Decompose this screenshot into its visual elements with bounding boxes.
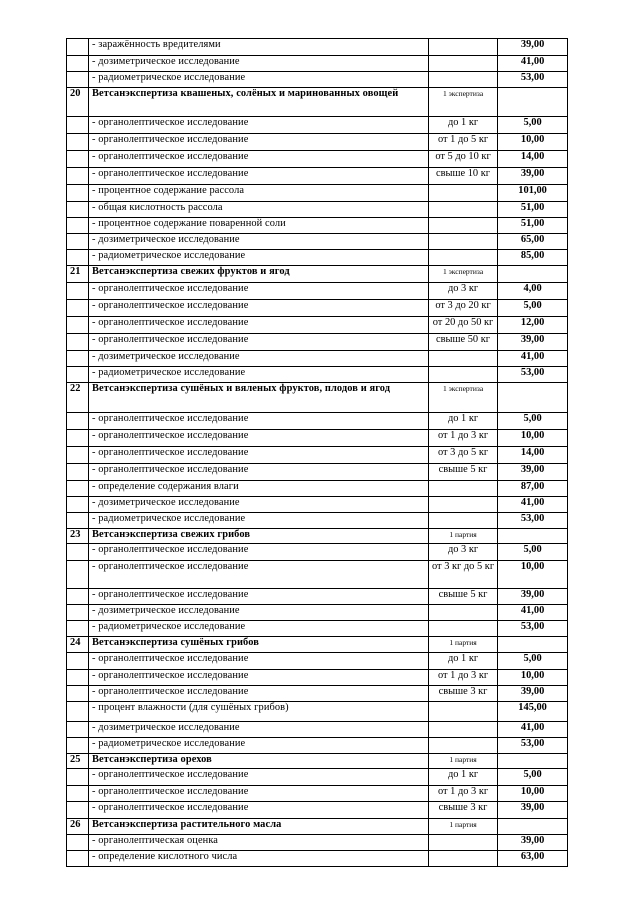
unit-cell: до 3 кг xyxy=(429,283,498,300)
description-cell: - определение содержания влаги xyxy=(89,481,429,497)
row-number-cell xyxy=(67,702,89,722)
row-number-cell xyxy=(67,802,89,819)
description-cell: - органолептическое исследование xyxy=(89,653,429,670)
row-number-cell: 26 xyxy=(67,819,89,835)
description-cell: Ветсанэкспертиза сушёных и вяленых фруктов, плодов и ягод xyxy=(89,383,429,413)
table-row xyxy=(67,621,568,637)
description-cell: Ветсанэкспертиза свежих фруктов и ягод xyxy=(89,266,429,283)
price-cell: 5,00 xyxy=(498,117,568,134)
description-cell: - органолептическое исследование xyxy=(89,151,429,168)
section-header-row xyxy=(67,383,568,413)
price-cell: 39,00 xyxy=(498,835,568,851)
price-cell: 10,00 xyxy=(498,786,568,802)
price-cell: 51,00 xyxy=(498,202,568,218)
description-cell: Ветсанэкспертиза растительного масла xyxy=(89,819,429,835)
unit-cell xyxy=(429,250,498,266)
row-number-cell: 20 xyxy=(67,88,89,117)
unit-cell xyxy=(429,738,498,754)
price-cell: 41,00 xyxy=(498,722,568,738)
description-cell: - органолептическое исследование xyxy=(89,134,429,151)
unit-cell: до 3 кг xyxy=(429,544,498,561)
price-cell: 53,00 xyxy=(498,621,568,637)
row-number-cell xyxy=(67,72,89,88)
price-cell: 5,00 xyxy=(498,544,568,561)
unit-cell xyxy=(429,481,498,497)
price-cell: 41,00 xyxy=(498,56,568,72)
unit-cell: от 20 до 50 кг xyxy=(429,317,498,334)
description-cell: - органолептическое исследование xyxy=(89,769,429,786)
table-row xyxy=(67,589,568,605)
row-number-cell xyxy=(67,185,89,202)
price-cell: 85,00 xyxy=(498,250,568,266)
row-number-cell xyxy=(67,317,89,334)
description-cell: - органолептическое исследование xyxy=(89,561,429,589)
table-row xyxy=(67,702,568,722)
table-row xyxy=(67,234,568,250)
description-cell: - радиометрическое исследование xyxy=(89,738,429,754)
table-row xyxy=(67,561,568,589)
price-cell: 53,00 xyxy=(498,513,568,529)
row-number-cell xyxy=(67,544,89,561)
table-row xyxy=(67,185,568,202)
description-cell: - дозиметрическое исследование xyxy=(89,351,429,367)
table-row xyxy=(67,151,568,168)
row-number-cell xyxy=(67,561,89,589)
price-cell: 39,00 xyxy=(498,686,568,702)
row-number-cell xyxy=(67,605,89,621)
row-number-cell xyxy=(67,686,89,702)
section-header-row xyxy=(67,637,568,653)
table-row xyxy=(67,39,568,56)
unit-cell xyxy=(429,702,498,722)
table-row xyxy=(67,447,568,464)
price-cell: 14,00 xyxy=(498,151,568,168)
description-cell: - дозиметрическое исследование xyxy=(89,605,429,621)
row-number-cell xyxy=(67,117,89,134)
section-header-row xyxy=(67,88,568,117)
unit-cell: от 5 до 10 кг xyxy=(429,151,498,168)
table-row xyxy=(67,497,568,513)
description-cell: - органолептическое исследование xyxy=(89,802,429,819)
row-number-cell xyxy=(67,513,89,529)
section-header-row xyxy=(67,754,568,769)
row-number-cell: 22 xyxy=(67,383,89,413)
unit-cell: свыше 50 кг xyxy=(429,334,498,351)
row-number-cell xyxy=(67,769,89,786)
unit-cell: от 1 до 3 кг xyxy=(429,670,498,686)
unit-cell xyxy=(429,497,498,513)
description-cell: - органолептическое исследование xyxy=(89,430,429,447)
table-row xyxy=(67,202,568,218)
unit-cell: 1 экспертиза xyxy=(429,266,498,283)
description-cell: - органолептическое исследование xyxy=(89,317,429,334)
description-cell: - органолептическое исследование xyxy=(89,168,429,185)
price-cell: 10,00 xyxy=(498,670,568,686)
unit-cell: от 1 до 5 кг xyxy=(429,134,498,151)
unit-cell: 1 партия xyxy=(429,819,498,835)
table-row xyxy=(67,430,568,447)
description-cell: - органолептическое исследование xyxy=(89,686,429,702)
row-number-cell xyxy=(67,497,89,513)
table-row xyxy=(67,464,568,481)
row-number-cell xyxy=(67,738,89,754)
price-cell: 51,00 xyxy=(498,218,568,234)
description-cell: - органолептическое исследование xyxy=(89,464,429,481)
description-cell: - органолептическое исследование xyxy=(89,117,429,134)
price-cell: 39,00 xyxy=(498,464,568,481)
price-cell: 5,00 xyxy=(498,769,568,786)
unit-cell xyxy=(429,621,498,637)
table-row xyxy=(67,283,568,300)
unit-cell: свыше 10 кг xyxy=(429,168,498,185)
price-cell xyxy=(498,637,568,653)
table-row xyxy=(67,317,568,334)
unit-cell xyxy=(429,234,498,250)
description-cell: Ветсанэкспертиза орехов xyxy=(89,754,429,769)
price-cell: 14,00 xyxy=(498,447,568,464)
table-row xyxy=(67,802,568,819)
unit-cell: 1 экспертиза xyxy=(429,88,498,117)
row-number-cell xyxy=(67,670,89,686)
unit-cell xyxy=(429,367,498,383)
price-cell xyxy=(498,88,568,117)
table-row xyxy=(67,117,568,134)
price-cell: 53,00 xyxy=(498,367,568,383)
row-number-cell xyxy=(67,367,89,383)
unit-cell xyxy=(429,56,498,72)
section-header-row xyxy=(67,529,568,544)
price-cell xyxy=(498,266,568,283)
table-row xyxy=(67,481,568,497)
row-number-cell: 23 xyxy=(67,529,89,544)
price-cell: 39,00 xyxy=(498,802,568,819)
description-cell: - процентное содержание рассола xyxy=(89,185,429,202)
unit-cell xyxy=(429,202,498,218)
row-number-cell xyxy=(67,168,89,185)
table-row xyxy=(67,605,568,621)
row-number-cell xyxy=(67,413,89,430)
description-cell: - органолептическая оценка xyxy=(89,835,429,851)
price-cell xyxy=(498,754,568,769)
price-cell: 41,00 xyxy=(498,497,568,513)
unit-cell: от 1 до 3 кг xyxy=(429,786,498,802)
row-number-cell: 25 xyxy=(67,754,89,769)
row-number-cell xyxy=(67,351,89,367)
description-cell: - заражённость вредителями xyxy=(89,39,429,56)
table-row xyxy=(67,513,568,529)
unit-cell xyxy=(429,513,498,529)
table-row xyxy=(67,769,568,786)
unit-cell xyxy=(429,835,498,851)
unit-cell: до 1 кг xyxy=(429,653,498,670)
row-number-cell xyxy=(67,621,89,637)
description-cell: - органолептическое исследование xyxy=(89,300,429,317)
row-number-cell xyxy=(67,653,89,670)
row-number-cell xyxy=(67,39,89,56)
unit-cell xyxy=(429,72,498,88)
row-number-cell xyxy=(67,283,89,300)
table-row xyxy=(67,835,568,851)
description-cell: - радиометрическое исследование xyxy=(89,621,429,637)
unit-cell: до 1 кг xyxy=(429,413,498,430)
unit-cell: до 1 кг xyxy=(429,769,498,786)
price-cell: 5,00 xyxy=(498,413,568,430)
table-row xyxy=(67,653,568,670)
unit-cell xyxy=(429,605,498,621)
table-row xyxy=(67,134,568,151)
table-row xyxy=(67,544,568,561)
price-cell: 39,00 xyxy=(498,39,568,56)
price-cell: 41,00 xyxy=(498,605,568,621)
description-cell: - дозиметрическое исследование xyxy=(89,56,429,72)
description-cell: Ветсанэкспертиза квашеных, солёных и маринованных овощей xyxy=(89,88,429,117)
table-row xyxy=(67,250,568,266)
description-cell: - дозиметрическое исследование xyxy=(89,722,429,738)
unit-cell: свыше 5 кг xyxy=(429,464,498,481)
row-number-cell xyxy=(67,300,89,317)
row-number-cell xyxy=(67,835,89,851)
price-cell: 63,00 xyxy=(498,851,568,867)
price-cell xyxy=(498,383,568,413)
price-table xyxy=(66,38,568,867)
description-cell: - процент влажности (для сушёных грибов) xyxy=(89,702,429,722)
price-cell: 10,00 xyxy=(498,430,568,447)
row-number-cell xyxy=(67,250,89,266)
price-cell: 4,00 xyxy=(498,283,568,300)
row-number-cell xyxy=(67,786,89,802)
unit-cell: от 1 до 3 кг xyxy=(429,430,498,447)
description-cell: - органолептическое исследование xyxy=(89,786,429,802)
table-row xyxy=(67,670,568,686)
description-cell: - органолептическое исследование xyxy=(89,334,429,351)
description-cell: - дозиметрическое исследование xyxy=(89,497,429,513)
row-number-cell xyxy=(67,234,89,250)
unit-cell: 1 партия xyxy=(429,637,498,653)
description-cell: Ветсанэкспертиза сушёных грибов xyxy=(89,637,429,653)
section-header-row xyxy=(67,819,568,835)
table-row xyxy=(67,851,568,867)
unit-cell: до 1 кг xyxy=(429,117,498,134)
price-cell: 5,00 xyxy=(498,300,568,317)
description-cell: - радиометрическое исследование xyxy=(89,72,429,88)
description-cell: - органолептическое исследование xyxy=(89,283,429,300)
row-number-cell xyxy=(67,334,89,351)
unit-cell: свыше 3 кг xyxy=(429,686,498,702)
price-cell: 10,00 xyxy=(498,561,568,589)
price-cell: 39,00 xyxy=(498,589,568,605)
table-row xyxy=(67,367,568,383)
unit-cell: 1 экспертиза xyxy=(429,383,498,413)
unit-cell xyxy=(429,851,498,867)
unit-cell: 1 партия xyxy=(429,754,498,769)
description-cell: - органолептическое исследование xyxy=(89,589,429,605)
unit-cell: свыше 5 кг xyxy=(429,589,498,605)
unit-cell xyxy=(429,39,498,56)
price-cell: 87,00 xyxy=(498,481,568,497)
row-number-cell xyxy=(67,851,89,867)
row-number-cell xyxy=(67,202,89,218)
price-cell: 5,00 xyxy=(498,653,568,670)
description-cell: Ветсанэкспертиза свежих грибов xyxy=(89,529,429,544)
row-number-cell xyxy=(67,134,89,151)
section-header-row xyxy=(67,266,568,283)
description-cell: - радиометрическое исследование xyxy=(89,513,429,529)
row-number-cell xyxy=(67,218,89,234)
row-number-cell xyxy=(67,151,89,168)
row-number-cell: 24 xyxy=(67,637,89,653)
price-cell: 39,00 xyxy=(498,334,568,351)
price-cell xyxy=(498,819,568,835)
row-number-cell xyxy=(67,447,89,464)
table-row xyxy=(67,722,568,738)
description-cell: - процентное содержание поваренной соли xyxy=(89,218,429,234)
table-row xyxy=(67,334,568,351)
description-cell: - органолептическое исследование xyxy=(89,544,429,561)
table-row xyxy=(67,351,568,367)
table-row xyxy=(67,413,568,430)
price-cell: 145,00 xyxy=(498,702,568,722)
price-list-document xyxy=(66,38,568,867)
unit-cell: от 3 до 20 кг xyxy=(429,300,498,317)
price-cell: 53,00 xyxy=(498,72,568,88)
table-row xyxy=(67,738,568,754)
price-table-body xyxy=(67,39,568,867)
description-cell: - определение кислотного числа xyxy=(89,851,429,867)
table-row xyxy=(67,72,568,88)
row-number-cell xyxy=(67,430,89,447)
unit-cell: от 3 кг до 5 кг xyxy=(429,561,498,589)
price-cell: 65,00 xyxy=(498,234,568,250)
row-number-cell xyxy=(67,722,89,738)
price-cell: 39,00 xyxy=(498,168,568,185)
unit-cell: свыше 3 кг xyxy=(429,802,498,819)
row-number-cell xyxy=(67,589,89,605)
description-cell: - органолептическое исследование xyxy=(89,670,429,686)
description-cell: - органолептическое исследование xyxy=(89,413,429,430)
description-cell: - дозиметрическое исследование xyxy=(89,234,429,250)
table-row xyxy=(67,786,568,802)
table-row xyxy=(67,300,568,317)
row-number-cell xyxy=(67,464,89,481)
description-cell: - общая кислотность рассола xyxy=(89,202,429,218)
price-cell: 41,00 xyxy=(498,351,568,367)
price-cell xyxy=(498,529,568,544)
row-number-cell xyxy=(67,56,89,72)
table-row xyxy=(67,168,568,185)
table-row xyxy=(67,686,568,702)
unit-cell xyxy=(429,218,498,234)
unit-cell xyxy=(429,722,498,738)
price-cell: 10,00 xyxy=(498,134,568,151)
price-cell: 53,00 xyxy=(498,738,568,754)
description-cell: - органолептическое исследование xyxy=(89,447,429,464)
description-cell: - радиометрическое исследование xyxy=(89,250,429,266)
unit-cell xyxy=(429,351,498,367)
table-row xyxy=(67,56,568,72)
price-cell: 12,00 xyxy=(498,317,568,334)
table-row xyxy=(67,218,568,234)
description-cell: - радиометрическое исследование xyxy=(89,367,429,383)
row-number-cell xyxy=(67,481,89,497)
price-cell: 101,00 xyxy=(498,185,568,202)
unit-cell: 1 партия xyxy=(429,529,498,544)
unit-cell: от 3 до 5 кг xyxy=(429,447,498,464)
unit-cell xyxy=(429,185,498,202)
row-number-cell: 21 xyxy=(67,266,89,283)
